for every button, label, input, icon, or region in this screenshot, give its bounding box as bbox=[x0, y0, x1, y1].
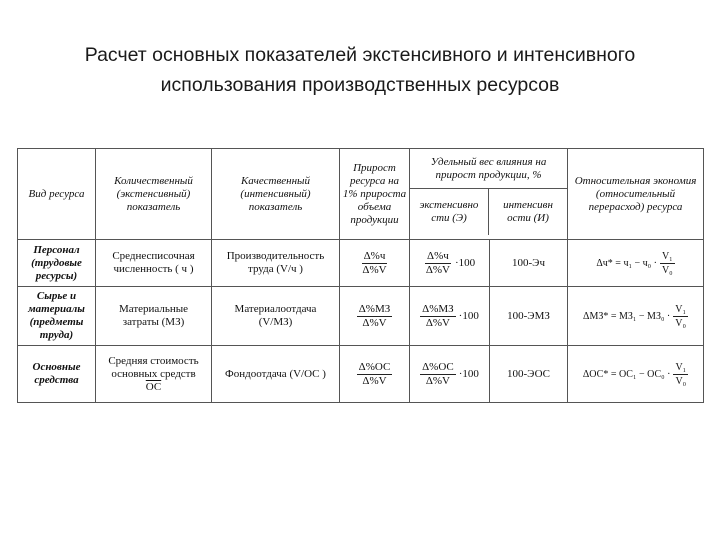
formula-denominator: Δ%V bbox=[425, 374, 450, 387]
header-share bbox=[410, 149, 568, 240]
header-resource-type: Вид ресурса bbox=[18, 149, 96, 240]
quantitative-line: основных средств bbox=[111, 367, 196, 380]
title-line-1: Расчет основных показателей экстенсивного и интенсивного bbox=[84, 44, 636, 66]
header-qualitative: Качественный (интенсивный) показатель bbox=[212, 149, 340, 240]
intensive-formula: 100-ЭМЗ bbox=[490, 287, 568, 346]
formula-denominator: Δ%V bbox=[362, 263, 387, 276]
header-growth: Прирост ресурса на 1% прироста объема продукции bbox=[340, 149, 410, 240]
formula-denominator: V₀ bbox=[675, 375, 687, 387]
resource-name: Основные средства bbox=[18, 346, 96, 403]
header-economy: Относительная экономия (относительный перерасход) ресурса bbox=[568, 149, 704, 240]
formula-denominator: V₀ bbox=[675, 317, 686, 329]
quantitative-line: численность ( ч ) bbox=[113, 263, 194, 275]
quantitative-indicator bbox=[96, 346, 212, 403]
growth-formula bbox=[340, 287, 410, 346]
economy-formula bbox=[568, 287, 704, 346]
table-header-row bbox=[18, 149, 704, 240]
formula-numerator: V₁ bbox=[675, 361, 687, 373]
formula-denominator: Δ%V bbox=[425, 316, 450, 329]
resources-table bbox=[17, 148, 704, 403]
formula-multiplier: ·100 bbox=[458, 309, 479, 322]
header-extensive: экстенсивно сти (Э) bbox=[410, 189, 489, 235]
formula-lhs: Δч* = ч₁ − ч₀ · bbox=[596, 257, 657, 269]
qualitative-line: Материалоотдача bbox=[234, 303, 317, 315]
economy-formula bbox=[568, 240, 704, 287]
qualitative-line: (V/МЗ) bbox=[258, 316, 293, 328]
formula-multiplier: ·100 bbox=[458, 367, 479, 380]
extensive-formula bbox=[410, 346, 490, 403]
table-row bbox=[18, 346, 704, 403]
formula-numerator: V₁ bbox=[661, 250, 673, 262]
quantitative-line: Средняя стоимость bbox=[108, 354, 199, 367]
formula-numerator: V₁ bbox=[675, 303, 686, 315]
resource-name: Персонал (трудовые ресурсы) bbox=[18, 240, 96, 287]
formula-numerator: Δ%МЗ bbox=[422, 302, 454, 315]
formula-numerator: Δ%МЗ bbox=[358, 302, 391, 315]
formula-denominator: V₀ bbox=[661, 264, 673, 276]
formula-lhs: ΔМЗ* = МЗ₁ − МЗ₀ · bbox=[583, 310, 671, 322]
quantitative-indicator bbox=[96, 240, 212, 287]
growth-formula bbox=[340, 346, 410, 403]
intensive-formula: 100-Эч bbox=[490, 240, 568, 287]
title-line-2: использования производственных ресурсов bbox=[160, 74, 560, 96]
quantitative-line: ОС bbox=[145, 380, 162, 393]
economy-formula bbox=[568, 346, 704, 403]
formula-denominator: Δ%V bbox=[425, 263, 450, 276]
formula-denominator: Δ%V bbox=[362, 374, 387, 387]
header-intensive: интенсивн ости (И) bbox=[503, 199, 553, 224]
formula-numerator: Δ%ОС bbox=[422, 360, 454, 373]
formula-multiplier: ·100 bbox=[455, 256, 476, 269]
growth-formula bbox=[340, 240, 410, 287]
quantitative-indicator bbox=[96, 287, 212, 346]
extensive-formula bbox=[410, 287, 490, 346]
qualitative-line: труда (V/ч ) bbox=[248, 263, 303, 275]
intensive-formula: 100-ЭОС bbox=[490, 346, 568, 403]
table-row bbox=[18, 287, 704, 346]
header-quantitative: Количественный (экстенсивный) показатель bbox=[96, 149, 212, 240]
formula-numerator: Δ%ч bbox=[427, 249, 449, 262]
quantitative-line: Среднесписочная bbox=[112, 250, 195, 262]
quantitative-line: затраты (МЗ) bbox=[122, 316, 185, 328]
formula-denominator: Δ%V bbox=[362, 316, 387, 329]
table-row bbox=[18, 240, 704, 287]
qualitative-indicator bbox=[212, 287, 340, 346]
qualitative-indicator bbox=[212, 346, 340, 403]
slide-title bbox=[0, 40, 720, 100]
header-share-title: Удельный вес влияния на прирост продукции, % bbox=[410, 153, 567, 189]
extensive-formula bbox=[410, 240, 490, 287]
qualitative-indicator bbox=[212, 240, 340, 287]
qualitative-line: Фондоотдача (V/ОС ) bbox=[225, 367, 326, 380]
formula-numerator: Δ%ч bbox=[363, 249, 386, 262]
formula-numerator: Δ%ОС bbox=[358, 360, 391, 373]
quantitative-line: Материальные bbox=[118, 303, 189, 315]
resource-name: Сырье и материалы (предметы труда) bbox=[18, 287, 96, 346]
qualitative-line: Производительность bbox=[226, 250, 325, 262]
formula-lhs: ΔОС* = ОС₁ − ОС₀ · bbox=[582, 368, 671, 380]
